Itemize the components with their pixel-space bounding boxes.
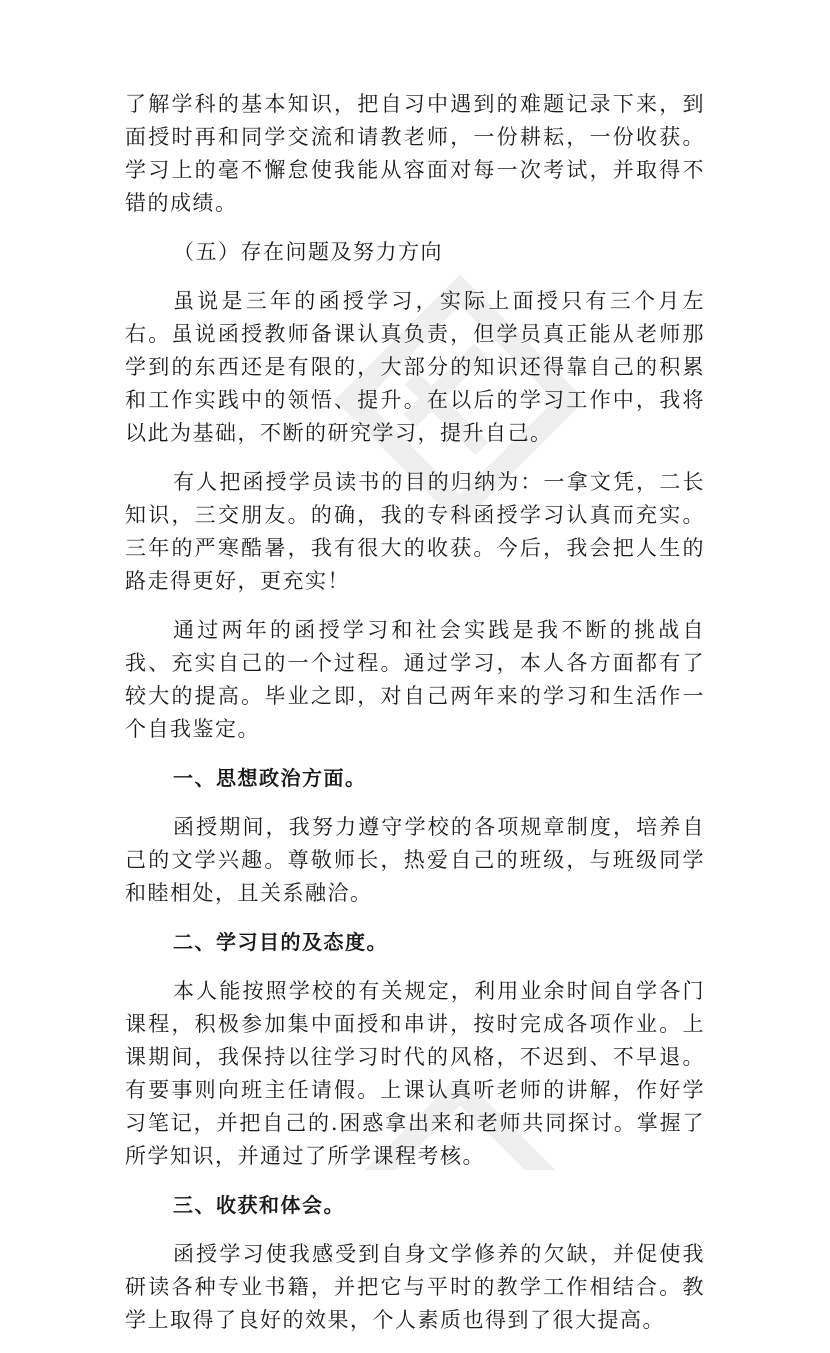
document-page [125,88,705,1353]
paragraph-6: 本人能按照学校的有关规定，利用业余时间自学各门课程，积极参加集中面授和串讲，按时完成各项作业。上课期间，我保持以往学习时代的风格，不迟到、不早退。有要事则向班主任请假。上课认真听老师的讲解，作好学习笔记，并把自己的.困惑拿出来和老师共同探讨。掌握了所学知识，并通过了所学课程考核。 [125,979,705,1168]
paragraph-5: 函授期间，我努力遵守学校的各项规章制度，培养自己的文学兴趣。尊敬师长，热爱自己的班级，与班级同学和睦相处，且关系融洽。 [125,815,705,905]
paragraph-1: 了解学科的基本知识，把自习中遇到的难题记录下来，到面授时再和同学交流和请教老师，一份耕耘，一份收获。学习上的毫不懈怠使我能从容面对每一次考试，并取得不错的成绩。 [125,92,705,215]
paragraph-3: 有人把函授学员读书的目的归纳为：一拿文凭，二长知识，三交朋友。的确，我的专科函授学习认真而充实。三年的严寒酷暑，我有很大的收获。今后，我会把人生的路走得更好，更充实！ [125,470,705,593]
paragraph-2: 虽说是三年的函授学习，实际上面授只有三个月左右。虽说函授教师备课认真负责，但学员真正能从老师那学到的东西还是有限的，大部分的知识还得靠自己的积累和工作实践中的领悟、提升。在以后的学习工作中，我将以此为基础，不断的研究学习，提升自己。 [125,289,705,445]
heading-ideology: 一、思想政治方面。 [173,766,367,790]
paragraph-7: 函授学习使我感受到自身文学修养的欠缺，并促使我研读各种专业书籍，并把它与平时的教学工作相结合。教学上取得了良好的效果，个人素质也得到了很大提高。 [125,1242,705,1332]
subheading-problems: （五）存在问题及努力方向 [173,240,443,264]
heading-study-attitude: 二、学习目的及态度。 [173,930,388,954]
heading-gains: 三、收获和体会。 [173,1193,345,1217]
paragraph-4: 通过两年的函授学习和社会实践是我不断的挑战自我、充实自己的一个过程。通过学习，本人各方面都有了较大的提高。毕业之即，对自己两年来的学习和生活作一个自我鉴定。 [125,618,705,741]
